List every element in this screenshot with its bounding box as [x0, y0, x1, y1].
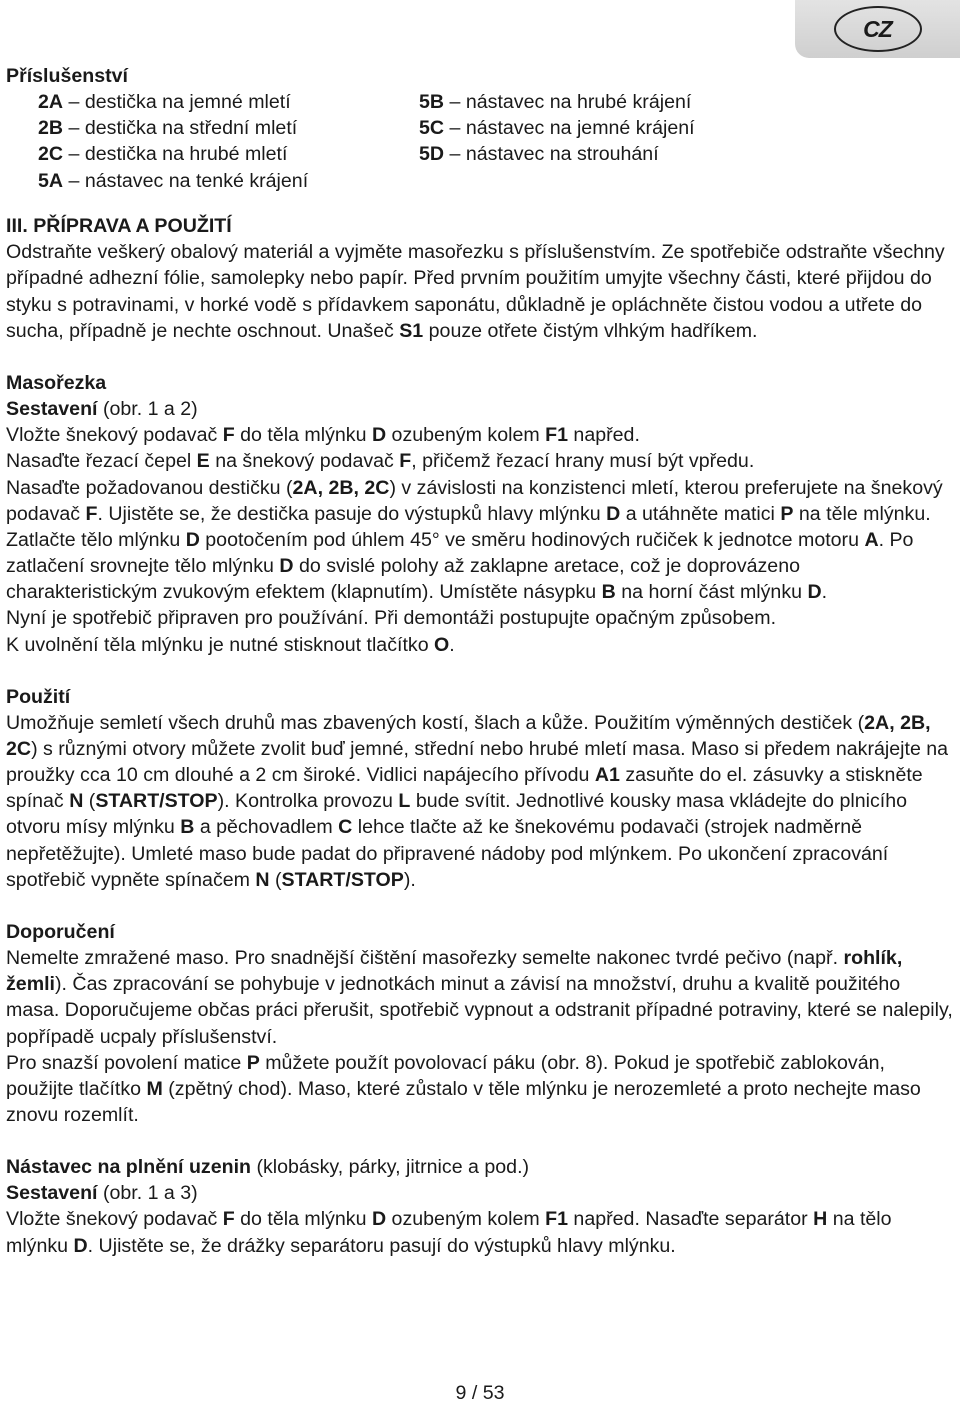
text-run: zasuňte do el. zásuvky a stiskněte spínač	[6, 764, 923, 813]
recommendations-paragraph	[6, 1050, 956, 1128]
text-run: ) s různými otvory můžete zvolit buď jemné, střední nebo hrubé mletí masa. Maso si předem nakrájejte na proužky cca 10 cm dlouhé a 2 cm široké. Vidlici napájecího přívodu	[6, 737, 949, 787]
section-heading-recommendations: Doporučení	[6, 920, 115, 943]
text-run: .	[821, 581, 828, 604]
bold-reference: E	[196, 450, 210, 473]
accessory-text: – destička na střední mletí	[63, 117, 298, 140]
section-heading-grinder: Masořezka	[6, 371, 107, 394]
text-run: na horní část mlýnku	[615, 581, 808, 604]
bold-reference: D	[371, 1208, 387, 1231]
text-run: ) v závislosti na konzistenci mletí, kterou preferujete na šnekový podavač	[6, 476, 943, 525]
text-run: ozubeným kolem	[386, 424, 546, 447]
assembly-ref: (obr. 1 a 3)	[97, 1182, 198, 1205]
accessory-code: 5B	[419, 91, 445, 114]
page-number: 9 / 53	[455, 1382, 505, 1404]
bold-reference: F1	[545, 424, 568, 447]
spacer	[6, 344, 956, 370]
text-run: . Ujistěte se, že destička pasuje do výstupků hlavy mlýnku	[97, 502, 607, 525]
bold-reference: rohlík, žemli	[6, 947, 903, 996]
text-run: a pěchovadlem	[194, 816, 339, 839]
sausage-heading-suffix: (klobásky, párky, jitrnice a pod.)	[251, 1156, 530, 1179]
bold-reference: D	[606, 502, 621, 525]
accessory-text: – nástavec na jemné krájení	[444, 117, 695, 140]
accessory-item	[38, 168, 308, 194]
text-run: bude svítit. Jednotlivé kousky masa vkládejte do plnicího otvoru mísy mlýnku	[6, 790, 908, 839]
accessory-text: – nástavec na tenké krájení	[63, 169, 309, 192]
accessory-code: 5A	[38, 169, 64, 192]
text-run: na šnekový podavač	[209, 450, 400, 473]
text-run: . Po zatlačení srovnejte tělo mlýnku	[6, 528, 914, 578]
text-run: na tělo mlýnku	[6, 1208, 892, 1257]
bold-reference: L	[398, 790, 411, 813]
accessory-code: 5C	[419, 117, 445, 140]
bold-reference: START/STOP	[95, 790, 218, 813]
bold-reference: D	[807, 581, 822, 604]
text-run: , přičemž řezací hrany musí být vpředu.	[411, 450, 755, 473]
accessories-list	[6, 89, 956, 193]
text-run: (	[269, 868, 282, 891]
language-tab	[795, 0, 960, 58]
accessory-item	[38, 89, 308, 115]
text-run: Umožňuje semletí všech druhů mas zbavených kostí, šlach a kůže. Použitím výměnných destiček (	[6, 711, 865, 734]
bold-reference: A1	[594, 764, 620, 787]
text-run: ozubeným kolem	[386, 1208, 546, 1231]
spacer	[6, 1128, 956, 1154]
text-run: Nemelte zmražené maso. Pro snadnější čištění masořezky semelte nakonec tvrdé pečivo (např.	[6, 947, 844, 970]
spacer	[6, 658, 956, 684]
bold-reference: P	[246, 1051, 260, 1074]
bold-reference: M	[146, 1077, 163, 1100]
accessory-code: 5D	[419, 143, 445, 166]
bold-reference: H	[813, 1208, 828, 1231]
accessories-column-left	[38, 89, 308, 194]
accessory-item	[38, 141, 308, 167]
bold-reference: D	[185, 528, 200, 551]
text-run: můžete použít povolovací páku (obr. 8). Pokud je spotřebič zablokován, použijte tlačítko	[6, 1051, 885, 1100]
text-run: do těla mlýnku	[234, 1208, 372, 1231]
text-run: (zpětný chod). Maso, které zůstalo v těle mlýnku je nerozemleté a proto nechejte maso znovu rozemlít.	[6, 1077, 921, 1126]
text-run: Nyní je spotřebič připraven pro používání. Při demontáži postupujte opačným způsobem.	[6, 607, 777, 630]
section-heading-preparation: III. PŘÍPRAVA A POUŽITÍ	[6, 215, 232, 238]
accessory-code: 2A	[38, 91, 64, 114]
bold-reference: 2A, 2B, 2C	[6, 711, 931, 760]
sausage-heading-title: Nástavec na plnění uzenin	[6, 1156, 251, 1179]
accessory-text: – destička na jemné mletí	[63, 91, 291, 114]
text-run: Vložte šnekový podavač	[6, 1208, 223, 1231]
text-run: Nasaďte řezací čepel	[6, 450, 197, 473]
grinder-step	[6, 448, 956, 474]
bold-reference: A	[864, 528, 879, 551]
text-run: na těle mlýnku. Zatlačte tělo mlýnku	[6, 502, 931, 551]
text-run: Pro snazší povolení matice	[6, 1051, 247, 1074]
text-run: (	[83, 790, 96, 813]
text-run: Odstraňte veškerý obalový materiál a vyjměte masořezku s příslušenstvím. Ze spotřebiče odstraňte všechny případné adhezní fólie, samolepky nebo papír. Před prvním použitím umyjte všechny části, které přijdou do styku s potravinami, v horké vodě s přídavkem saponátu, důkladně je opláchněte čistou vodou a utřete do sucha, případně je nechte oschnout. Unašeč	[6, 241, 945, 342]
text-run: lehce tlačte až ke šnekovému podavači (strojek nadměrně nepřetěžujte). Umleté maso bude padat do připravené nádoby pod mlýnkem. Po ukončení zpracování spotřebič vypněte spínačem	[6, 816, 889, 891]
accessories-column-right	[419, 89, 695, 167]
spacer	[6, 193, 956, 213]
bold-reference: O	[434, 633, 450, 656]
bold-reference: F1	[545, 1208, 568, 1231]
assembly-label: Sestavení	[6, 1182, 98, 1205]
grinder-step	[6, 632, 956, 658]
section-heading-sausage-attachment	[6, 1154, 956, 1180]
text-run: pootočením pod úhlem 45° ve směru hodinových ručiček k jednotce motoru	[199, 528, 865, 551]
text-run: do svislé polohy až zaklapne aretace, což je doprovázeno charakteristickým zvukovým efektem (klapnutím). Umístěte násypku	[6, 555, 800, 604]
text-run: Nasaďte požadovanou destičku (	[6, 476, 293, 499]
sausage-assembly-label	[6, 1180, 956, 1206]
bold-reference: F	[222, 424, 235, 447]
text-run: .	[449, 633, 455, 656]
accessory-item	[419, 115, 695, 141]
text-run: K uvolnění těla mlýnku je nutné stisknout tlačítko	[6, 633, 435, 656]
text-run: ).	[403, 868, 416, 891]
bold-reference: C	[338, 816, 353, 839]
preparation-paragraph	[6, 239, 956, 344]
text-run: Vložte šnekový podavač	[6, 424, 223, 447]
bold-reference: D	[279, 555, 294, 578]
bold-reference: B	[180, 816, 195, 839]
grinder-step	[6, 422, 956, 448]
bold-reference: F	[85, 502, 98, 525]
assembly-ref: (obr. 1 a 2)	[97, 398, 198, 421]
recommendations-paragraph	[6, 945, 956, 1050]
text-run: . Ujistěte se, že drážky separátoru pasují do výstupků hlavy mlýnku.	[87, 1234, 676, 1257]
grinder-step	[6, 605, 956, 631]
text-run: do těla mlýnku	[234, 424, 372, 447]
accessory-code: 2B	[38, 117, 64, 140]
bold-reference: N	[69, 790, 84, 813]
section-heading-usage: Použití	[6, 685, 71, 708]
bold-reference: B	[601, 581, 616, 604]
accessory-item	[38, 115, 308, 141]
assembly-label: Sestavení	[6, 398, 98, 421]
text-run: ). Čas zpracování se pohybuje v jednotkách minut a závisí na množství, druhu a kvalitě použitého masa. Doporučujeme občas práci přerušit, spotřebič vypnout a odstranit případné potraviny, které se nalepily, popřípadě ucpaly příslušenství.	[6, 973, 953, 1048]
accessory-code: 2C	[38, 143, 64, 166]
text-run: napřed. Nasaďte separátor	[567, 1208, 814, 1231]
accessory-text: – destička na hrubé mletí	[63, 143, 288, 166]
bold-reference: D	[371, 424, 387, 447]
text-run: a utáhněte matici	[620, 502, 781, 525]
bold-reference: N	[255, 868, 270, 891]
usage-paragraph	[6, 710, 956, 893]
grinder-assembly-label	[6, 396, 956, 422]
language-badge: CZ	[834, 6, 922, 52]
sausage-paragraph	[6, 1206, 956, 1258]
text-run: ). Kontrolka provozu	[217, 790, 399, 813]
text-run: pouze otřete čistým vlhkým hadříkem.	[423, 319, 758, 342]
grinder-step	[6, 475, 956, 606]
bold-reference: F	[399, 450, 412, 473]
accessory-item	[419, 89, 695, 115]
bold-reference: 2A, 2B, 2C	[292, 476, 390, 499]
bold-reference: START/STOP	[281, 868, 404, 891]
bold-reference: D	[73, 1234, 88, 1257]
document-body	[6, 63, 956, 1259]
spacer	[6, 893, 956, 919]
accessory-text: – nástavec na hrubé krájení	[444, 91, 692, 114]
accessories-heading: Příslušenství	[6, 65, 128, 87]
bold-reference: S1	[399, 319, 424, 342]
accessory-text: – nástavec na strouhání	[444, 143, 659, 166]
accessory-item	[419, 141, 695, 167]
bold-reference: F	[222, 1208, 235, 1231]
text-run: napřed.	[567, 424, 640, 447]
bold-reference: P	[780, 502, 794, 525]
